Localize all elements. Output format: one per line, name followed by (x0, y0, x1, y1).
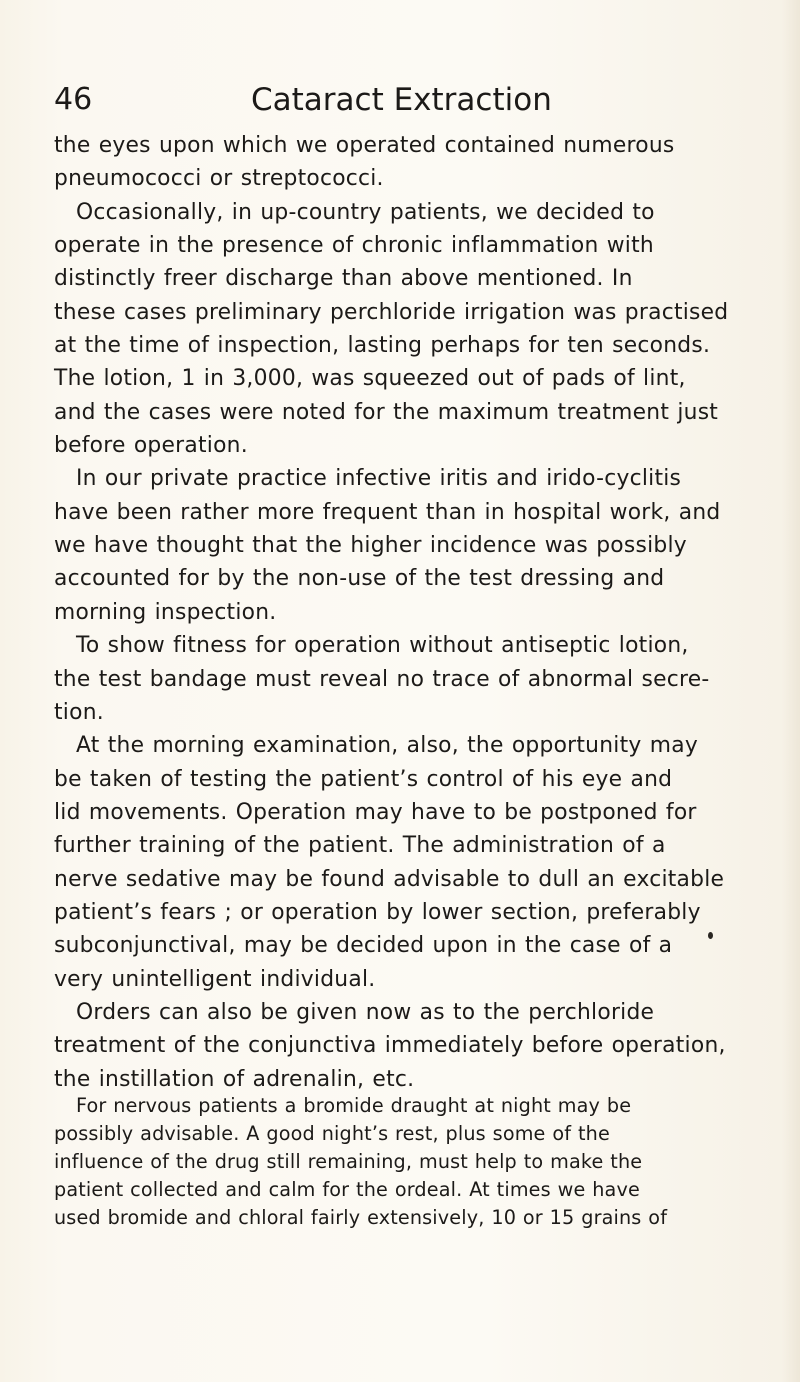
text-line: morning inspection. (54, 599, 277, 625)
text-line: possibly advisable. A good night’s rest, plus some of the (54, 1121, 610, 1145)
paragraph-first-line: In our private practice infective iritis and irido-cyclitis (76, 466, 682, 492)
text-line: very unintelligent individual. (54, 966, 376, 992)
text-line: used bromide and chloral fairly extensively, 10 or 15 grains of (54, 1205, 668, 1229)
paragraph-first-line: For nervous patients a bromide draught at night may be (76, 1094, 632, 1117)
page-edge-shadow (782, 0, 800, 1382)
text-line: further training of the patient. The administration of a (54, 833, 666, 859)
text-line: operate in the presence of chronic inflammation with (54, 233, 654, 259)
page-number: 46 (54, 82, 93, 117)
text-line: patient collected and calm for the ordeal. At times we have (54, 1177, 640, 1201)
text-line: subconjunctival, may be decided upon in the case of a (54, 933, 673, 959)
text-line: the eyes upon which we operated contained numerous (54, 133, 675, 158)
text-line: treatment of the conjunctiva immediately before operation, (54, 1033, 726, 1059)
small-type-paragraph (54, 1092, 714, 1232)
text-line: patient’s fears ; or operation by lower section, preferably (54, 899, 701, 925)
text-line: lid movements. Operation may have to be postponed for (54, 799, 697, 825)
text-line: be taken of testing the patient’s control of his eye and (54, 766, 673, 792)
text-line: the test bandage must reveal no trace of abnormal secre- (54, 666, 710, 692)
text-line: tion. (54, 699, 104, 725)
text-line: influence of the drug still remaining, must help to make the (54, 1149, 643, 1173)
text-line: before operation. (54, 433, 248, 459)
paragraph-first-line: Orders can also be given now as to the perchloride (76, 999, 655, 1025)
main-text-block (54, 129, 729, 1096)
paragraph-first-line: Occasionally, in up-country patients, we decided to (76, 199, 655, 225)
text-line: have been rather more frequent than in hospital work, and (54, 499, 721, 525)
text-line: accounted for by the non-use of the test dressing and (54, 566, 665, 592)
text-line: distinctly freer discharge than above mentioned. In (54, 266, 633, 292)
text-line: and the cases were noted for the maximum treatment just (54, 399, 719, 425)
text-line: pneumococci or streptococci. (54, 166, 384, 192)
paragraph-first-line: To show fitness for operation without antiseptic lotion, (76, 633, 689, 659)
text-line: we have thought that the higher incidence was possibly (54, 533, 687, 559)
text-line: The lotion, 1 in 3,000, was squeezed out of pads of lint, (54, 366, 686, 392)
text-line: at the time of inspection, lasting perhaps for ten seconds. (54, 333, 711, 359)
text-line: these cases preliminary perchloride irrigation was practised (54, 299, 729, 325)
text-line: the instillation of adrenalin, etc. (54, 1066, 415, 1092)
text-line: nerve sedative may be found advisable to dull an excitable (54, 866, 725, 892)
ink-speck (708, 932, 713, 939)
paragraph-first-line: At the morning examination, also, the opportunity may (76, 733, 698, 759)
running-header (0, 76, 800, 126)
running-title: Cataract Extraction (251, 82, 552, 118)
